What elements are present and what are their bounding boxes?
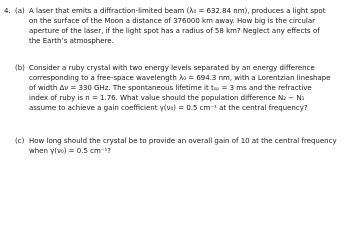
part-c bbox=[15, 136, 348, 156]
part-a bbox=[15, 6, 348, 46]
part-b-line-4: index of ruby is n = 1.76. What value should the population difference N₂ − N₁ bbox=[29, 94, 305, 102]
part-b-line-3: of width Δν = 330 GHz. The spontaneous lifetime it tₛₚ = 3 ms and the refractive bbox=[29, 84, 312, 92]
part-b-line-5: assume to achieve a gain coefficient γ(ν₀) = 0.5 cm⁻¹ at the central frequency? bbox=[29, 104, 308, 112]
part-a-label: (a) bbox=[15, 7, 25, 15]
question-number: 4. bbox=[4, 7, 11, 15]
part-b-text-1: Consider a ruby crystal with two energy levels separated by an energy difference bbox=[29, 64, 315, 72]
part-b-line-1 bbox=[15, 63, 348, 73]
part-c-line-2: when γ(ν₀) = 0.5 cm⁻¹? bbox=[29, 147, 112, 155]
part-a-line-3: aperture of the laser, if the light spot has a radius of 58 km? Neglect any effects of bbox=[29, 27, 320, 35]
part-b bbox=[15, 63, 348, 113]
part-a-line-1 bbox=[15, 6, 348, 16]
part-b-line-2: corresponding to a free-space wavelength λ₀ = 694.3 nm, with a Lorentzian lineshape bbox=[29, 74, 331, 82]
part-b-label: (b) bbox=[15, 64, 25, 72]
part-c-text-1: How long should the crystal be to provide an overall gain of 10 at the central frequency bbox=[29, 137, 337, 145]
part-c-line-1 bbox=[15, 136, 348, 146]
part-c-label: (c) bbox=[15, 137, 25, 145]
part-a-line-2: on the surface of the Moon a distance of 376000 km away. How big is the circular bbox=[29, 17, 316, 25]
part-a-line-4: the Earth’s atmosphere. bbox=[29, 37, 114, 45]
part-a-text-1: A laser that emits a diffraction-limited beam (λ₀ = 632.84 nm), produces a light spot bbox=[29, 7, 326, 15]
